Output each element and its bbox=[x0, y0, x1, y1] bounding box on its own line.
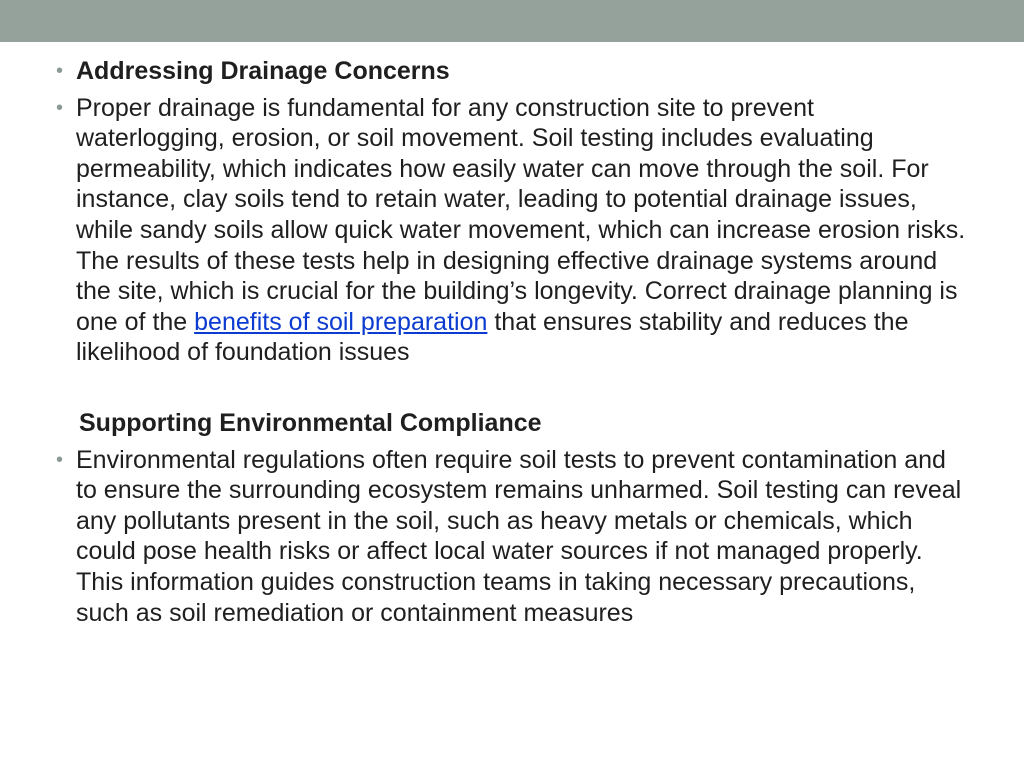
bullet-item-drainage-heading bbox=[56, 56, 966, 87]
environmental-paragraph: Environmental regulations often require soil tests to prevent contamination and to ensure the surrounding ecosystem remains unharmed. Soil testing can reveal any pollutants present in the soil, such as heavy metals or chemicals, which could pose health risks or affect local water sources if not managed properly. This information guides construction teams in taking necessary precautions, such as soil remediation or containment measures bbox=[76, 445, 962, 627]
bullet-dot-icon: • bbox=[56, 448, 64, 471]
slide-body bbox=[56, 56, 966, 634]
bullet-item-environmental-paragraph bbox=[56, 445, 966, 629]
bullet-dot-icon: • bbox=[56, 96, 64, 119]
drainage-text-after-link: that ensures stability and reduces the likelihood of foundation issues bbox=[76, 307, 909, 367]
soil-preparation-link[interactable]: benefits of soil preparation bbox=[194, 307, 488, 336]
bullet-item-drainage-paragraph bbox=[56, 93, 966, 368]
environmental-heading: Supporting Environmental Compliance bbox=[79, 408, 542, 437]
drainage-heading: Addressing Drainage Concerns bbox=[76, 57, 450, 85]
drainage-paragraph bbox=[76, 94, 965, 367]
top-header-band bbox=[0, 0, 1024, 42]
bullet-dot-icon: • bbox=[56, 60, 64, 82]
drainage-text-before-link: Proper drainage is fundamental for any construction site to prevent waterlogging, erosion, or soil movement. Soil testing includes evaluating permeability, which indicates how easily water can move through the soil. For instance, clay soils tend to retain water, leading to potential drainage issues, while sandy soils allow quick water movement, which can increase erosion risks. The results of these tests help in designing effective drainage systems around the site, which is crucial for the building’s longevity. Correct drainage planning is one of the bbox=[76, 93, 966, 336]
